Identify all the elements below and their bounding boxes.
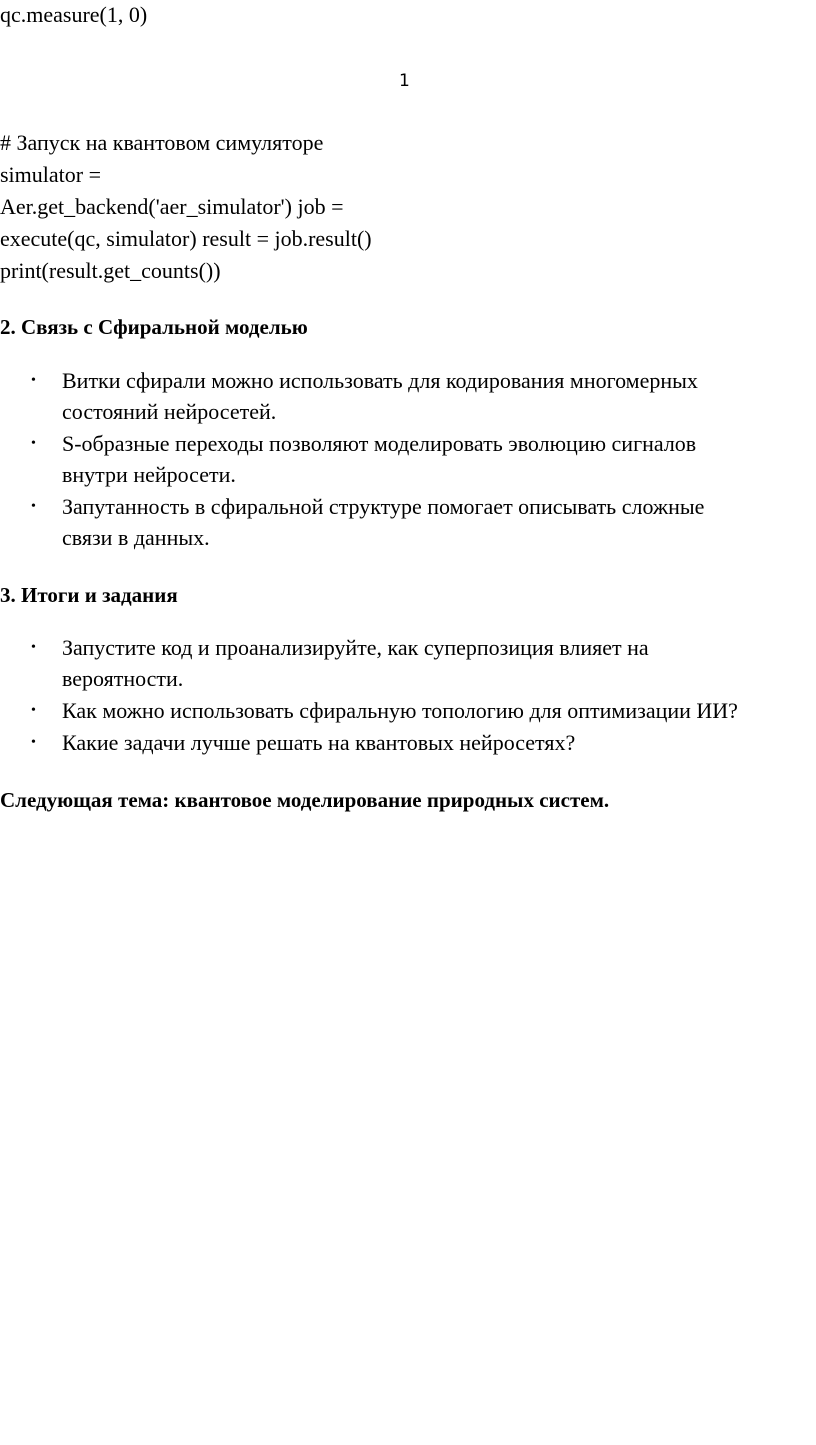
code-line: # Запуск на квантовом симуляторе — [0, 130, 324, 155]
list-item-line: Запустите код и проанализируйте, как суперпозиция влияет на — [62, 635, 649, 660]
bullet-icon: • — [31, 735, 36, 750]
page-number: 1 — [399, 71, 410, 91]
code-line: print(result.get_counts()) — [0, 258, 221, 283]
list-item-text — [62, 695, 738, 726]
section-3-heading: 3. Итоги и задания — [0, 583, 178, 607]
code-line: simulator = — [0, 162, 102, 187]
list-item-line: связи в данных. — [62, 525, 210, 550]
bullet-icon: • — [31, 436, 36, 451]
list-item-text — [62, 727, 575, 758]
section-2-heading: 2. Связь с Сфиральной моделью — [0, 315, 308, 339]
list-item-text — [62, 365, 698, 427]
list-item-text — [62, 491, 704, 553]
next-topic-heading: Следующая тема: квантовое моделирование природных систем. — [0, 788, 610, 812]
list-item-line: Как можно использовать сфиральную топологию для оптимизации ИИ? — [62, 698, 738, 723]
list-item-line: Витки сфирали можно использовать для кодирования многомерных — [62, 368, 698, 393]
bullet-icon: • — [31, 373, 36, 388]
code-line: execute(qc, simulator) result = job.result() — [0, 226, 372, 251]
code-line-measure: qc.measure(1, 0) — [0, 2, 148, 27]
bullet-icon: • — [31, 703, 36, 718]
list-item-line: Запутанность в сфиральной структуре помогает описывать сложные — [62, 494, 705, 519]
code-line: Aer.get_backend('aer_simulator') job = — [0, 194, 344, 219]
list-item-line: вероятности. — [62, 666, 184, 691]
list-item-text — [62, 632, 649, 694]
bullet-icon: • — [31, 640, 36, 655]
list-item-line: состояний нейросетей. — [62, 399, 277, 424]
bullet-icon: • — [31, 499, 36, 514]
list-item-line: S-образные переходы позволяют моделировать эволюцию сигналов — [62, 431, 697, 456]
list-item-line: Какие задачи лучше решать на квантовых нейросетях? — [62, 730, 576, 755]
list-item-text — [62, 428, 696, 490]
list-item-line: внутри нейросети. — [62, 462, 236, 487]
